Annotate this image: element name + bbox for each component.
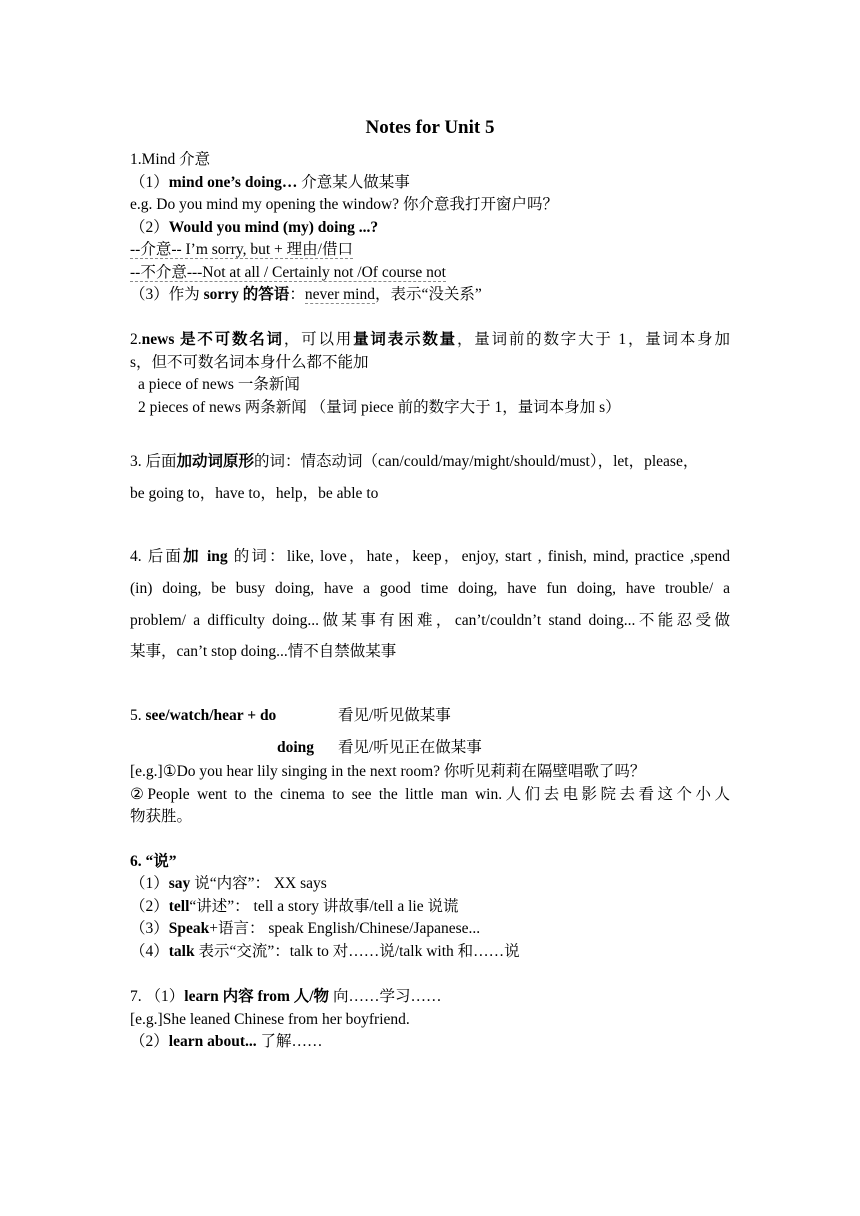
- point-meaning: “讲述”： tell a story 讲故事/tell a lie 说谎: [189, 898, 459, 915]
- section-5-meaning-2: 看见/听见正在做某事: [338, 739, 482, 756]
- section-4-line-4: 某事，can’t stop doing...情不自禁做某事: [130, 643, 397, 660]
- text: 向……学习……: [329, 988, 442, 1005]
- text: 3. 后面: [130, 453, 177, 470]
- section-3-line-2: be going to，have to，help，be able to: [130, 485, 379, 502]
- section-2-example-2: 2 pieces of news 两条新闻 （量词 piece 前的数字大于 1，量词本身加 s）: [138, 399, 621, 416]
- bold-phrase: 6. “说”: [130, 853, 177, 870]
- bold-phrase: 加动词原形: [176, 453, 255, 470]
- text: ，量词前的数字大于 1，量词本身加: [456, 331, 730, 348]
- section-number: 2.: [130, 331, 142, 348]
- section-6-item-2: [130, 896, 458, 918]
- section-1-not-mind-reply: [130, 262, 446, 284]
- section-6-heading: [130, 851, 177, 873]
- text: 的词：like, love，hate，keep，enjoy, start , finish, mind, practice ,spend: [227, 548, 730, 565]
- section-1-point-1: [130, 172, 410, 194]
- reply-text: --不介意---Not at all / Certainly not /Of course not: [130, 264, 446, 281]
- section-5-example-1: [e.g.]①Do you hear lily singing in the next room? 你听见莉莉在隔壁唱歌了吗？: [130, 763, 646, 780]
- text: ，可以用: [283, 331, 354, 348]
- section-4-line-1: [130, 546, 730, 568]
- section-2-line-1: [130, 329, 730, 351]
- point-text: ：: [289, 286, 305, 303]
- point-phrase: tell: [168, 898, 190, 915]
- section-1-point-3: [130, 284, 482, 306]
- point-phrase: talk: [168, 943, 195, 960]
- point-number: （1）: [130, 875, 169, 892]
- section-7-line-3: [130, 1031, 323, 1053]
- section-4-line-3: problem/ a difficulty doing...做某事有困难，can’t/couldn’t stand doing...不能忍受做: [130, 612, 730, 629]
- page-title: Notes for Unit 5: [365, 117, 495, 138]
- underlined-phrase: never mind: [304, 286, 375, 303]
- bold-phrase: news 是不可数名词: [141, 331, 284, 348]
- point-number: （2）: [130, 219, 169, 236]
- section-5-example-2-cont: 物获胜。: [130, 808, 193, 825]
- text: 5.: [130, 707, 146, 724]
- point-phrase: Speak: [168, 920, 210, 937]
- section-1-mind-reply: [130, 239, 353, 261]
- section-5-example-2: ②People went to the cinema to see the little man win.人们去电影院去看这个小人: [130, 786, 730, 803]
- bold-phrase: learn 内容 from 人/物: [184, 988, 330, 1005]
- section-6-item-3: [130, 918, 480, 940]
- section-7-line-1: [130, 986, 441, 1008]
- section-3-line-1: [130, 451, 698, 473]
- section-1-point-2: [130, 217, 378, 239]
- bold-phrase: 加 ing: [183, 548, 228, 565]
- point-phrase: Would you mind (my) doing ...?: [168, 219, 379, 236]
- section-2-example-1: a piece of news 一条新闻: [138, 376, 300, 393]
- section-7-example: [e.g.]She leaned Chinese from her boyfriend.: [130, 1011, 410, 1028]
- text: 7. （1）: [130, 988, 185, 1005]
- section-5-line-1: [130, 705, 276, 727]
- point-number: （3）: [130, 920, 169, 937]
- point-text: （3）作为: [130, 286, 204, 303]
- point-number: （4）: [130, 943, 169, 960]
- point-meaning: 了解……: [256, 1033, 323, 1050]
- bold-phrase: see/watch/hear + do: [145, 707, 277, 724]
- point-meaning: 表示“交流”：talk to 对……说/talk with 和……说: [194, 943, 520, 960]
- point-number: （1）: [130, 174, 169, 191]
- point-phrase: say: [168, 875, 191, 892]
- section-4-line-2: (in) doing, be busy doing, have a good time doing, have fun doing, have trouble/ a: [130, 580, 730, 597]
- point-meaning: +语言： speak English/Chinese/Japanese...: [209, 920, 481, 937]
- section-1-heading: 1.Mind 介意: [130, 151, 211, 168]
- bold-phrase: 量词表示数量: [353, 331, 457, 348]
- section-2-line-2: s，但不可数名词本身什么都不能加: [130, 354, 369, 371]
- text: 的词：情态动词（can/could/may/might/should/must），let，please，: [254, 453, 699, 470]
- section-1-example: e.g. Do you mind my opening the window? 你介意我打开窗户吗？: [130, 196, 558, 213]
- point-text: ，表示“没关系”: [375, 286, 482, 303]
- section-6-item-1: [130, 873, 327, 895]
- point-number: （2）: [130, 898, 169, 915]
- point-meaning: 介意某人做某事: [297, 174, 410, 191]
- point-phrase: mind one’s doing…: [168, 174, 298, 191]
- section-6-item-4: [130, 941, 520, 963]
- text: 4. 后面: [130, 548, 184, 565]
- point-phrase: sorry 的答语: [203, 286, 290, 303]
- section-5-line-2: [277, 737, 314, 759]
- section-5-meaning-1: 看见/听见做某事: [338, 707, 451, 724]
- point-number: （2）: [130, 1033, 169, 1050]
- point-phrase: learn about...: [168, 1033, 257, 1050]
- reply-text: --介意-- I’m sorry, but + 理由/借口: [130, 241, 353, 258]
- bold-phrase: doing: [277, 739, 315, 756]
- point-meaning: 说“内容”： XX says: [190, 875, 327, 892]
